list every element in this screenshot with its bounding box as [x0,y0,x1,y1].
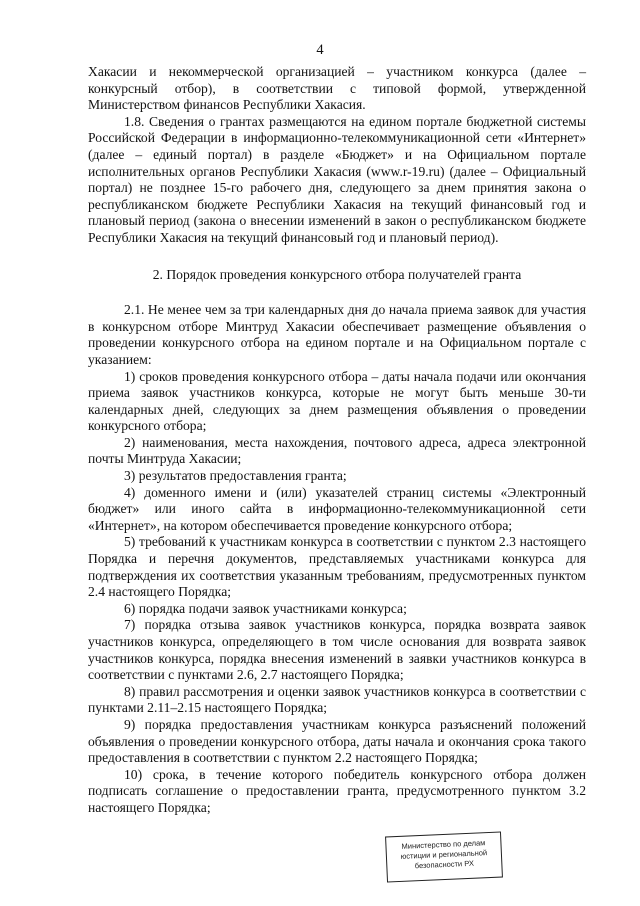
section-heading: 2. Порядок проведения конкурсного отбора получателей гранта [152,266,522,282]
ministry-stamp [385,831,503,882]
list-item-9: 9) порядка предоставления участникам конкурса разъяснений положений объявления о проведении конкурсного отбора, даты начала и окончания срока такого предоставления в соответствии с пунктом 2.2 настоящего Порядка; [88,716,586,766]
list-item-10: 10) срока, в течение которого победитель конкурсного отбора должен подписать соглашение о предоставлении гранта, предусмотренного пунктом 3.2 настоящего Порядка; [88,766,586,815]
paragraph-1-8: 1.8. Сведения о грантах размещаются на едином портале бюджетной системы Российской Федерации в информационно-телекоммуникационной сети «Интернет» (далее – единый портал) в разделе «Бюджет» и на Официальном портале исполнительных органов Республики Хакасия (www.r-19.ru) (далее – Официальный портал) не позднее 15-го рабочего дня, следующего за днем принятия закона о республиканском бюджете Республики Хакасия на текущий финансовый год и плановый период (закона о внесении изменений в закон о республиканском бюджете Республики Хакасия на текущий финансовый год и плановый период). [88,113,586,245]
paragraph-continuation: Хакасии и некоммерческой организацией – участником конкурса (далее – конкурсный отбор), в соответствии с типовой формой, утвержденной Министерством финансов Республики Хакасия. [88,64,586,113]
list-item-8: 8) правил рассмотрения и оценки заявок участников конкурса в соответствии с пунктами 2.11–2.15 настоящего Порядка; [88,683,586,716]
list-item-5: 5) требований к участникам конкурса в соответствии с пунктом 2.3 настоящего Порядка и перечня документов, представляемых участниками конкурса для подтверждения их соответствия указанным требованиям, предусмотренных пунктом 2.4 настоящего Порядка; [88,534,586,600]
document-body [88,64,586,817]
list-item-4: 4) доменного имени и (или) указателей страниц системы «Электронный бюджет» или иного сайта в информационно-телекоммуникационной сети «Интернет», на котором обеспечивается проведение конкурсного отбора; [88,484,586,533]
paragraph-2-1: 2.1. Не менее чем за три календарных дня до начала приема заявок для участия в конкурсном отборе Минтруд Хакасии обеспечивает размещение объявления о проведении конкурсного отбора на едином портале и на Официальном портале с указанием: [88,302,586,367]
list-item-7: 7) порядка отзыва заявок участников конкурса, порядка возврата заявок участников конкурса, определяющего в том числе основания для возврата заявок участников конкурса, порядка внесения изменений в заявки участников конкурса в соответствии с пунктами 2.6, 2.7 настоящего Порядка; [88,617,586,683]
list-item-6: 6) порядка подачи заявок участниками конкурса; [124,600,407,616]
list-item-1: 1) сроков проведения конкурсного отбора – даты начала подачи или окончания приема заявок участников конкурса, которые не могут быть меньше 30-ти календарных дней, следующих за днем размещения объявления о проведении конкурсного отбора; [88,368,586,434]
list-item-3: 3) результатов предоставления гранта; [124,468,347,484]
page-number: 4 [316,42,324,58]
list-item-2: 2) наименования, места нахождения, почтового адреса, адреса электронной почты Минтруда Хакасии; [88,434,586,467]
stamp-line-1: Министерство по делам [401,838,486,851]
stamp-line-3: безопасности РХ [414,858,475,871]
stamp-line-2: юстиции и региональной [400,848,488,861]
